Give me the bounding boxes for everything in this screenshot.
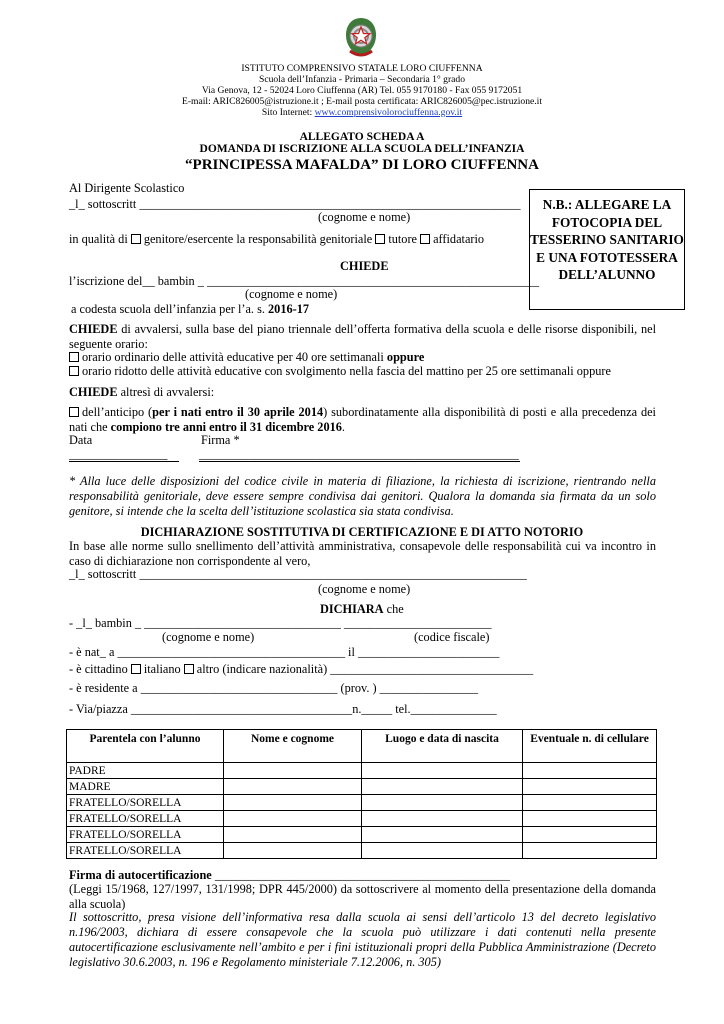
relation-cell: FRATELLO/SORELLA xyxy=(67,795,224,811)
chiede-heading: CHIEDE xyxy=(340,259,389,273)
family-table xyxy=(66,729,657,859)
table-row xyxy=(67,779,657,795)
enroll-line[interactable]: l’iscrizione del__ bambin _ ______________________________________________________ xyxy=(69,274,539,288)
role-line xyxy=(69,232,484,247)
footnote: * Alla luce delle disposizioni del codice civile in materia di filiazione, la richiesta di iscrizione, rientrando nella responsabilità genitoriale, deve essere sempre condivisa dai genitori. Qualora la domanda sia firmata da un solo genitore, si intende che la scelta dell’istituzione scolastica sia stata condivisa. xyxy=(69,474,656,518)
declaration-title: DICHIARAZIONE SOSTITUTIVA DI CERTIFICAZIONE E DI ATTO NOTORIO xyxy=(140,525,584,539)
schedule-intro-bold: CHIEDE xyxy=(69,322,118,336)
early-text-c: ) subordinatamente alla disponibilità di posti e alla precedenza dei nati che xyxy=(69,405,656,434)
self-certification-signature xyxy=(69,868,510,883)
role-parent-label: genitore/esercente la responsabilità genitoriale xyxy=(143,232,376,246)
relation-cell: FRATELLO/SORELLA xyxy=(67,811,224,827)
early-text-e: . xyxy=(341,420,345,434)
table-row xyxy=(67,811,657,827)
addressee: Al Dirigente Scolastico xyxy=(69,181,185,195)
declaration-undersigned[interactable]: _l_ sottoscritt _______________________________________________________________ xyxy=(69,567,527,581)
child-name-hint: (cognome e nome) xyxy=(245,287,338,301)
self-cert-signature-field[interactable]: ________________________________________________ xyxy=(211,868,510,882)
school-year: 2016-17 xyxy=(268,302,310,316)
header-birth: Luogo e data di nascita xyxy=(362,730,523,763)
attachment-note-box: N.B.: ALLEGARE LA FOTOCOPIA DEL TESSERINO SANITARIO E UNA FOTOTESSERA DELL’ALUNNO xyxy=(529,189,685,310)
phone-cell[interactable] xyxy=(523,811,657,827)
option-early xyxy=(69,405,656,435)
option-reduced xyxy=(69,364,611,379)
phone-cell[interactable] xyxy=(523,827,657,843)
name-cell[interactable] xyxy=(224,843,362,859)
birth-cell[interactable] xyxy=(362,843,523,859)
school-name: ISTITUTO COMPRENSIVO STATALE LORO CIUFFENNA xyxy=(241,63,483,74)
undersigned-line[interactable]: _l_ sottoscritt ______________________________________________________________ xyxy=(69,197,521,211)
also-request-text: altresì di avvalersi: xyxy=(117,385,215,399)
privacy-statement: Il sottoscritto, presa visione dell’informativa resa dalla scuola ai sensi dell’articolo 13 del decreto legislativo n.196/2003, dichiara di essere consapevole che la scuola può utilizzare i dati contenuti nella presente autocertificazione esclusivamente nell’ambito e per i fini istituzionali propri della Pubblica Amministrazione (Decreto legislativo 30.6.2003, n. 196 e Regolamento ministeriale 7.12.2006, n. 305) xyxy=(69,910,656,969)
role-prefix: in qualità di xyxy=(69,232,131,246)
option-ordinary xyxy=(69,350,424,365)
relation-cell: MADRE xyxy=(67,779,224,795)
checkbox-reduced[interactable] xyxy=(69,366,79,376)
date-label: Data xyxy=(69,433,93,447)
checkbox-parent[interactable] xyxy=(131,234,141,244)
date-field[interactable]: ________________ xyxy=(69,447,168,461)
table-row xyxy=(67,843,657,859)
signature-label: Firma * xyxy=(201,433,240,447)
signature-underline xyxy=(199,461,520,462)
birth-cell[interactable] xyxy=(362,827,523,843)
birth-cell[interactable] xyxy=(362,811,523,827)
dichiara-bold: DICHIARA xyxy=(320,602,384,616)
early-text-d: compiono tre anni entro il 31 dicembre 2016 xyxy=(110,420,342,434)
schedule-intro-text: di avvalersi, sulla base del piano triennale dell’offerta formativa della scuola e delle risorse disponibili, nel seguente orario: xyxy=(69,322,656,351)
phone-cell[interactable] xyxy=(523,795,657,811)
table-row xyxy=(67,763,657,779)
header-phone: Eventuale n. di cellulare xyxy=(523,730,657,763)
name-cell[interactable] xyxy=(224,779,362,795)
phone-cell[interactable] xyxy=(523,763,657,779)
option-reduced-label: orario ridotto delle attività educative con svolgimento nella fascia del mattino per 25 ore settimanali oppure xyxy=(82,364,611,378)
name-cell[interactable] xyxy=(224,827,362,843)
birth-cell[interactable] xyxy=(362,779,523,795)
dichiara-che: che xyxy=(383,602,404,616)
residence-line[interactable]: - è residente a ________________________________ (prov. ) ________________ xyxy=(69,681,479,695)
school-title: “PRINCIPESSA MAFALDA” DI LORO CIUFFENNA xyxy=(185,157,539,173)
fiscal-code-hint: (codice fiscale) xyxy=(414,630,490,644)
citizenship-other: altro (indicare nazionalità) _________________________________ xyxy=(196,662,534,676)
relation-cell: PADRE xyxy=(67,763,224,779)
signature-block-label: Firma di autocertificazione xyxy=(69,868,212,882)
relation-cell: FRATELLO/SORELLA xyxy=(67,843,224,859)
school-email: E-mail: ARIC826005@istruzione.it ; E-mail posta certificata: ARIC826005@pec.istruzione.it xyxy=(181,96,543,107)
also-request xyxy=(69,385,214,400)
republic-emblem-icon xyxy=(342,15,380,59)
school-address: Via Genova, 12 - 52024 Loro Ciuffenna (AR) Tel. 055 9170180 - Fax 055 9172051 xyxy=(201,85,523,96)
early-text-a: dell’anticipo ( xyxy=(82,405,153,419)
child-name-hint-2: (cognome e nome) xyxy=(162,630,255,644)
school-year-prefix: a codesta scuola dell’infanzia per l’a. s. xyxy=(71,302,269,316)
website-label: Sito Internet: xyxy=(261,107,315,118)
declaration-name-hint: (cognome e nome) xyxy=(318,582,411,596)
school-website xyxy=(0,107,724,119)
child-line[interactable]: - _l_ bambin _ ________________________________ ________________________ xyxy=(69,616,492,630)
signature-field[interactable]: ____________________________________________________ xyxy=(199,447,519,461)
option-ordinary-label: orario ordinario delle attività educative per 40 ore settimanali xyxy=(82,350,387,364)
name-hint: (cognome e nome) xyxy=(318,210,411,224)
school-year-line xyxy=(71,302,309,317)
table-row xyxy=(67,827,657,843)
citizenship-italian: italiano xyxy=(143,662,184,676)
birth-cell[interactable] xyxy=(362,795,523,811)
date-underline xyxy=(69,461,179,462)
phone-cell[interactable] xyxy=(523,779,657,795)
header-relation: Parentela con l’alunno xyxy=(67,730,224,763)
annex-title: ALLEGATO SCHEDA A xyxy=(299,131,425,143)
checkbox-other[interactable] xyxy=(184,664,194,674)
website-link[interactable]: www.comprensivolorociuffenna.gov.it xyxy=(314,107,463,118)
phone-cell[interactable] xyxy=(523,843,657,859)
role-foster-label: affidatario xyxy=(433,232,485,246)
checkbox-early[interactable] xyxy=(69,407,79,417)
checkbox-foster[interactable] xyxy=(420,234,430,244)
name-cell[interactable] xyxy=(224,811,362,827)
checkbox-tutor[interactable] xyxy=(375,234,385,244)
declaration-intro: In base alle norme sullo snellimento dell’attività amministrativa, consapevole delle responsabilità cui va incontro in caso di dichiarazione non corrispondente al vero, xyxy=(69,539,656,568)
name-cell[interactable] xyxy=(224,763,362,779)
citizenship-line xyxy=(69,662,533,677)
table-row xyxy=(67,795,657,811)
schedule-intro xyxy=(69,322,656,352)
header-name: Nome e cognome xyxy=(224,730,362,763)
checkbox-italian[interactable] xyxy=(131,664,141,674)
relation-cell: FRATELLO/SORELLA xyxy=(67,827,224,843)
citizenship-prefix: - è cittadino xyxy=(69,662,131,676)
birth-line[interactable]: - è nat_ a _____________________________________ il _______________________ xyxy=(69,645,500,659)
name-cell[interactable] xyxy=(224,795,362,811)
form-title: DOMANDA DI ISCRIZIONE ALLA SCUOLA DELL’INFANZIA xyxy=(199,143,525,155)
option-ordinary-oppure: oppure xyxy=(386,350,425,364)
role-tutor-label: tutore xyxy=(388,232,421,246)
table-header-row xyxy=(67,730,657,763)
also-request-bold: CHIEDE xyxy=(69,385,118,399)
laws-reference: (Leggi 15/1968, 127/1997, 131/1998; DPR 445/2000) da sottoscrivere al momento della presentazione della domanda alla scuola) xyxy=(69,882,656,911)
dichiara-heading xyxy=(320,602,404,617)
early-text-b: per i nati entro il 30 aprile 2014 xyxy=(152,405,324,419)
school-levels: Scuola dell’Infanzia - Primaria – Secondaria 1° grado xyxy=(258,74,466,85)
checkbox-ordinary[interactable] xyxy=(69,352,79,362)
birth-cell[interactable] xyxy=(362,763,523,779)
street-line[interactable]: - Via/piazza ____________________________________n._____ tel.______________ xyxy=(69,702,497,716)
